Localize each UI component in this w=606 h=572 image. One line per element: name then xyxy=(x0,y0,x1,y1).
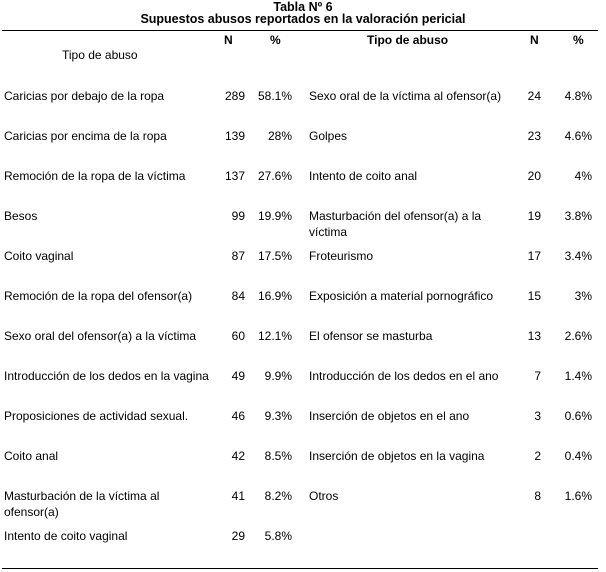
left-row-n: 289 xyxy=(224,89,245,103)
left-row-pct: 9.9% xyxy=(264,369,292,383)
left-n-header: N xyxy=(224,33,233,47)
right-row-type: Otros xyxy=(309,489,339,503)
left-row-pct: 8.2% xyxy=(264,489,292,503)
left-row-type: Caricias por encima de la ropa xyxy=(4,129,167,143)
right-row-pct: 4.8% xyxy=(564,89,592,103)
left-row-pct: 12.1% xyxy=(257,329,292,343)
left-row-n: 42 xyxy=(231,449,245,463)
right-row-n: 17 xyxy=(527,249,541,263)
left-row-pct: 58.1% xyxy=(257,89,292,103)
left-row-pct: 5.8% xyxy=(264,529,292,543)
left-row-type: Masturbación de la víctima al ofensor(a) xyxy=(4,489,160,519)
left-row-type: Remoción de la ropa del ofensor(a) xyxy=(4,289,193,303)
right-row-type: Intento de coito anal xyxy=(309,169,418,183)
right-row-n: 15 xyxy=(527,289,541,303)
left-row-n: 99 xyxy=(231,209,245,223)
left-row-n: 84 xyxy=(231,289,245,303)
left-row-pct: 27.6% xyxy=(257,169,292,183)
left-row-pct: 28% xyxy=(267,129,292,143)
left-row-n: 87 xyxy=(231,249,245,263)
left-row-type: Introducción de los dedos en la vagina xyxy=(4,369,209,383)
top-rule xyxy=(2,30,598,31)
right-row-type: Exposición a material pornográfico xyxy=(309,289,494,303)
right-row-n: 23 xyxy=(527,129,541,143)
left-row-type: Intento de coito vaginal xyxy=(4,529,128,543)
left-pct-header: % xyxy=(270,33,281,47)
left-row-pct: 8.5% xyxy=(264,449,292,463)
right-row-type: El ofensor se masturba xyxy=(309,329,433,343)
left-row-n: 29 xyxy=(231,529,245,543)
right-row-type: Sexo oral de la víctima al ofensor(a) xyxy=(309,89,502,103)
right-row-type: Froteurismo xyxy=(309,249,374,263)
left-row-n: 139 xyxy=(224,129,245,143)
left-row-n: 49 xyxy=(231,369,245,383)
right-type-header: Tipo de abuso xyxy=(367,33,449,47)
right-row-pct: 3% xyxy=(574,289,592,303)
right-row-type: Inserción de objetos en el ano xyxy=(309,409,470,423)
left-type-header: Tipo de abuso xyxy=(62,48,138,62)
right-row-type: Inserción de objetos en la vagina xyxy=(309,449,485,463)
left-row-type: Coito anal xyxy=(4,449,59,463)
table-subtitle: Supuestos abusos reportados en la valoración pericial xyxy=(140,12,466,26)
left-row-n: 137 xyxy=(224,169,245,183)
left-row-type: Caricias por debajo de la ropa xyxy=(4,89,165,103)
left-row-pct: 17.5% xyxy=(257,249,292,263)
right-row-pct: 0.4% xyxy=(564,449,592,463)
right-row-pct: 1.6% xyxy=(564,489,592,503)
left-row-n: 60 xyxy=(231,329,245,343)
right-row-n: 7 xyxy=(534,369,541,383)
right-row-pct: 4.6% xyxy=(564,129,592,143)
right-row-n: 13 xyxy=(527,329,541,343)
right-row-pct: 3.4% xyxy=(564,249,592,263)
left-row-type: Proposiciones de actividad sexual. xyxy=(4,409,189,423)
bottom-rule xyxy=(2,568,598,569)
right-n-header: N xyxy=(530,33,539,47)
right-row-type: Introducción de los dedos en el ano xyxy=(309,369,499,383)
left-row-n: 41 xyxy=(231,489,245,503)
left-row-pct: 9.3% xyxy=(264,409,292,423)
right-row-pct: 4% xyxy=(574,169,592,183)
right-row-pct: 2.6% xyxy=(564,329,592,343)
left-row-type: Sexo oral del ofensor(a) a la víctima xyxy=(4,329,197,343)
left-row-pct: 19.9% xyxy=(257,209,292,223)
right-row-n: 3 xyxy=(534,409,541,423)
right-row-n: 20 xyxy=(527,169,541,183)
right-row-n: 19 xyxy=(527,209,541,223)
right-row-n: 2 xyxy=(534,449,541,463)
right-row-type: Golpes xyxy=(309,129,348,143)
left-row-type: Besos xyxy=(4,209,38,223)
right-row-n: 8 xyxy=(534,489,541,503)
left-row-type: Remoción de la ropa de la víctima xyxy=(4,169,186,183)
left-row-pct: 16.9% xyxy=(257,289,292,303)
table-title: Tabla Nº 6 xyxy=(273,0,333,14)
right-row-n: 24 xyxy=(527,89,541,103)
left-row-n: 46 xyxy=(231,409,245,423)
right-row-type: Masturbación del ofensor(a) a la víctima xyxy=(309,209,482,239)
right-row-pct: 1.4% xyxy=(564,369,592,383)
left-row-type: Coito vaginal xyxy=(4,249,74,263)
right-row-pct: 0.6% xyxy=(564,409,592,423)
right-row-pct: 3.8% xyxy=(564,209,592,223)
right-pct-header: % xyxy=(573,33,584,47)
